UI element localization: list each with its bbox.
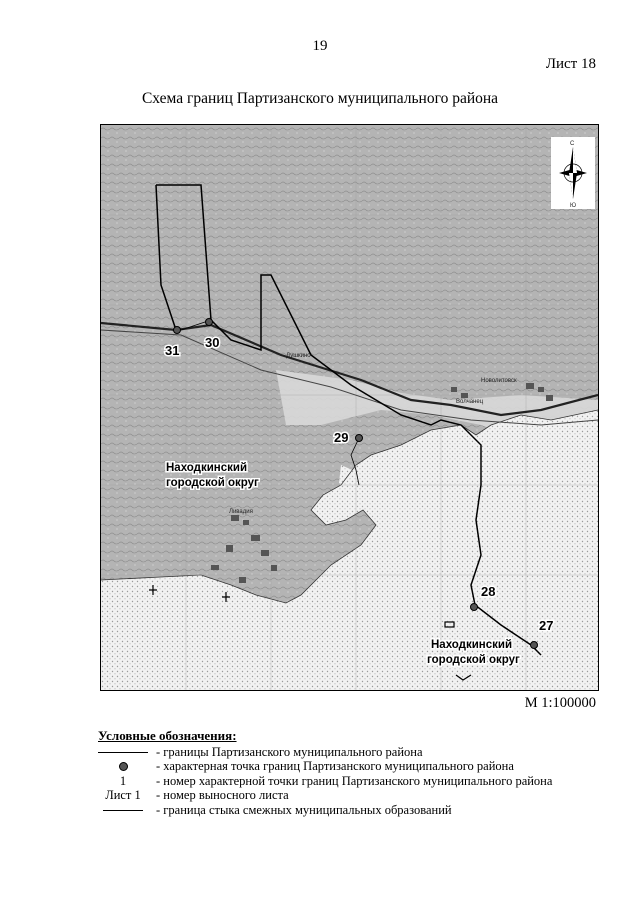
scale-label: М 1:100000: [524, 695, 596, 711]
legend-item-text: - номер выносного листа: [156, 788, 289, 803]
point-28-label: 28: [481, 584, 496, 599]
area-2-line2: городской округ: [427, 654, 520, 666]
point-28-marker: [471, 604, 478, 611]
point-dot-symbol: [119, 762, 128, 771]
legend-item-junction: [98, 803, 618, 818]
legend-item-text: - граница стыка смежных муниципальных образований: [156, 802, 452, 817]
legend-item-point-number: [98, 774, 618, 789]
legend-item-text: - границы Партизанского муниципального района: [156, 744, 423, 759]
legend-item-point: [98, 760, 618, 775]
compass-south: Ю: [570, 203, 577, 209]
point-29-marker: [356, 435, 363, 442]
area-2-line1: Находкинский: [431, 639, 513, 651]
map-canvas: [101, 125, 598, 690]
area-1-line1: Находкинский: [166, 462, 248, 474]
compass-north: С: [570, 141, 575, 147]
point-27-marker: [531, 642, 538, 649]
svg-text:Новолитовск: Новолитовск: [481, 378, 517, 384]
svg-text:Волчанец: Волчанец: [456, 399, 484, 405]
legend-item-text: - номер характерной точки границ Партизанского муниципального района: [156, 773, 553, 788]
point-27-label: 27: [539, 618, 554, 633]
legend-item-text: - характерная точка границ Партизанского муниципального района: [156, 759, 514, 774]
legend-item-sheet-number: [98, 789, 618, 804]
sheet-label: Лист 18: [545, 56, 596, 72]
compass-rose-icon: [551, 137, 595, 209]
point-30-marker: [206, 319, 213, 326]
map-frame: [100, 124, 599, 691]
legend-title: Условные обозначения:: [98, 728, 237, 743]
point-30-label: 30: [205, 335, 220, 350]
point-number-symbol: 1: [119, 773, 127, 788]
area-1-line2: городской округ: [166, 477, 259, 489]
legend: [98, 728, 618, 818]
svg-text:Душкино: Душкино: [286, 353, 311, 359]
svg-text:Ливадия: Ливадия: [229, 509, 253, 515]
map-title: Схема границ Партизанского муниципального района: [141, 90, 499, 107]
legend-item-boundary: [98, 745, 618, 760]
sheet-number-symbol: Лист 1: [105, 788, 141, 803]
page-number: 19: [312, 38, 328, 54]
point-31-marker: [174, 327, 181, 334]
boundary-line-symbol: [98, 752, 148, 753]
point-31-label: 31: [165, 343, 180, 358]
point-29-label: 29: [334, 430, 349, 445]
junction-line-symbol: [103, 810, 143, 811]
